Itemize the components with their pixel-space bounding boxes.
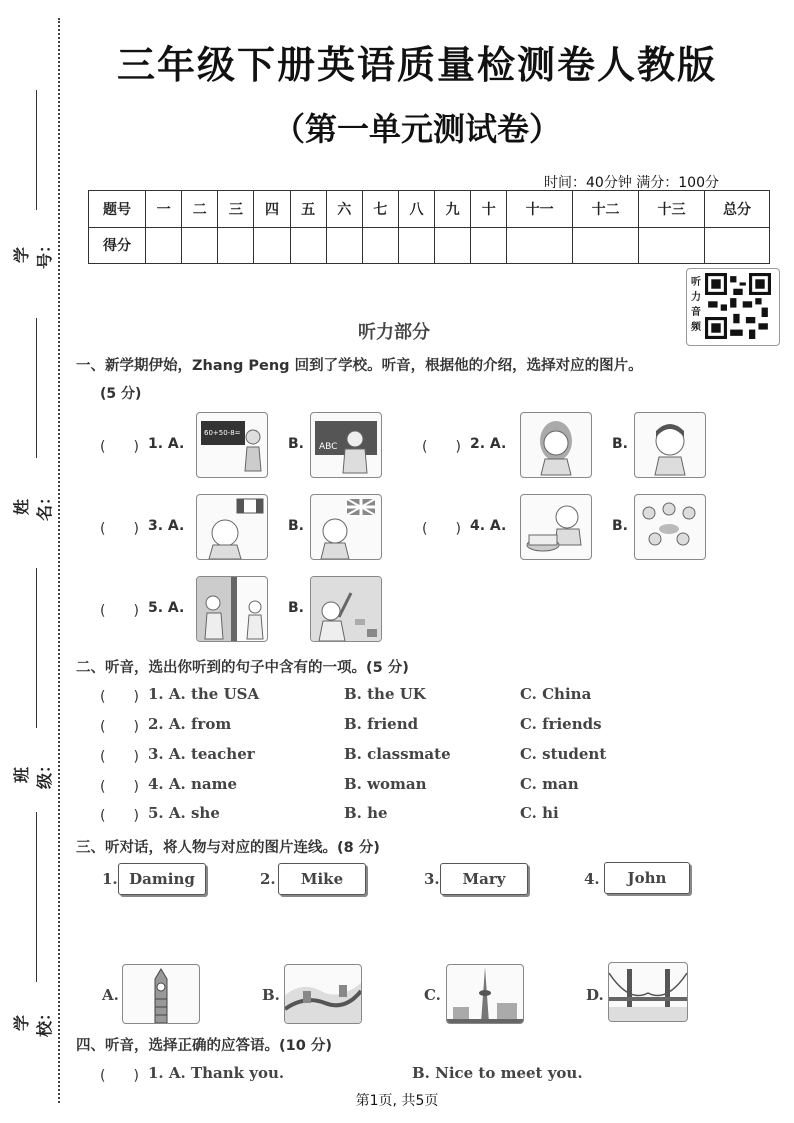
answer-blank[interactable]: ( ) (100, 749, 139, 765)
option-a: 5. A. she (148, 804, 220, 822)
score-cell[interactable] (362, 227, 398, 264)
answer-blank[interactable]: ( ) (100, 808, 139, 824)
picture-boy[interactable] (634, 412, 706, 478)
name-label: 姓名： (12, 488, 54, 521)
table-cell: 题号 (89, 191, 146, 228)
table-cell: 十一 (507, 191, 573, 228)
option-b-label: B. (612, 436, 628, 452)
qr-label: 听力音频 (691, 277, 701, 333)
teacher-blackboard-icon (197, 413, 267, 477)
answer-blank[interactable]: ( ) (422, 439, 461, 455)
school-label: 学校： (12, 1004, 54, 1037)
table-cell: 十三 (639, 191, 705, 228)
qr-code-panel[interactable] (686, 268, 780, 346)
question-number: 4. A. (470, 518, 507, 534)
table-cell: 总分 (705, 191, 770, 228)
table-cell: 得分 (89, 227, 146, 264)
class-line (36, 568, 37, 728)
picture-great-wall[interactable] (284, 964, 362, 1024)
score-cell[interactable] (398, 227, 434, 264)
table-cell: 七 (362, 191, 398, 228)
name-number: 2. (260, 870, 276, 888)
option-b: B. he (344, 804, 388, 822)
table-cell: 四 (254, 191, 290, 228)
svg-text:60+50-8=: 60+50-8= (204, 429, 241, 437)
option-b-label: B. (288, 600, 304, 616)
page-subtitle: （第一单元测试卷） (272, 110, 561, 148)
name-number: 1. (102, 870, 118, 888)
option-b-label: B. (612, 518, 628, 534)
picture-door-greeting[interactable] (196, 576, 268, 642)
option-c: C. China (520, 685, 592, 703)
table-cell: 五 (290, 191, 326, 228)
option-b: B. woman (344, 775, 427, 793)
score-table-score-row (89, 227, 770, 264)
great-wall-icon (285, 965, 361, 1023)
score-cell[interactable] (290, 227, 326, 264)
exam-meta: 时间：40分钟 满分：100分 (544, 175, 719, 191)
door-greeting-icon (197, 577, 267, 641)
answer-blank[interactable]: ( ) (100, 689, 139, 705)
table-cell: 三 (218, 191, 254, 228)
page-footer: 第1页, 共5页 (355, 1093, 439, 1109)
score-cell[interactable] (146, 227, 182, 264)
option-a: 1. A. Thank you. (148, 1064, 285, 1082)
picture-girl-uk[interactable] (310, 494, 382, 560)
name-line (36, 318, 37, 458)
option-b: B. friend (344, 715, 419, 733)
picture-cn-tower[interactable] (446, 964, 524, 1024)
girl-portrait-icon (521, 413, 591, 477)
picture-board-raise-hand[interactable] (310, 576, 382, 642)
option-b: B. the UK (344, 685, 426, 703)
score-cell[interactable] (471, 227, 507, 264)
score-cell[interactable] (705, 227, 770, 264)
option-a: 4. A. name (148, 775, 238, 793)
canada-flag-boy-icon (197, 495, 267, 559)
picture-letter: D. (586, 986, 604, 1004)
golden-gate-bridge-icon (609, 963, 687, 1021)
table-cell: 八 (398, 191, 434, 228)
svg-text:ABC: ABC (319, 442, 338, 452)
uk-flag-girl-icon (311, 495, 381, 559)
answer-blank[interactable]: ( ) (100, 1068, 139, 1084)
picture-letter: A. (102, 986, 119, 1004)
table-cell: 九 (435, 191, 471, 228)
score-cell[interactable] (507, 227, 573, 264)
page-title: 三年级下册英语质量检测卷人教版 (116, 43, 717, 87)
option-b: B. classmate (344, 745, 451, 763)
part1-heading: 一、新学期伊始，Zhang Peng 回到了学校。听音，根据他的介绍，选择对应的图片。 (76, 358, 643, 374)
score-cell[interactable] (326, 227, 362, 264)
qr-code-icon (705, 273, 771, 339)
answer-blank[interactable]: ( ) (100, 521, 139, 537)
picture-golden-gate[interactable] (608, 962, 688, 1022)
score-cell[interactable] (435, 227, 471, 264)
picture-big-ben[interactable] (122, 964, 200, 1024)
option-a: 1. A. the USA (148, 685, 260, 703)
option-a: 3. A. teacher (148, 745, 255, 763)
table-cell: 十二 (573, 191, 639, 228)
picture-letter: B. (262, 986, 280, 1004)
class-label: 班级： (12, 756, 54, 789)
part4-heading: 四、听音，选择正确的应答语。(10 分) (76, 1038, 332, 1054)
table-cell: 六 (326, 191, 362, 228)
score-cell[interactable] (573, 227, 639, 264)
score-cell[interactable] (182, 227, 218, 264)
name-number: 3. (424, 870, 440, 888)
option-b-label: B. (288, 436, 304, 452)
picture-boy-canada[interactable] (196, 494, 268, 560)
part3-heading: 三、听对话，将人物与对应的图片连线。(8 分) (76, 840, 380, 856)
score-table-header-row (89, 191, 770, 228)
score-cell[interactable] (639, 227, 705, 264)
big-ben-icon (123, 965, 199, 1023)
birthday-cake-icon (521, 495, 591, 559)
option-c: C. friends (520, 715, 602, 733)
question-number: 1. A. (148, 436, 185, 452)
name-number: 4. (584, 870, 600, 888)
option-c: C. man (520, 775, 579, 793)
name-box-mike[interactable]: Mike (278, 863, 366, 895)
option-a: 2. A. from (148, 715, 232, 733)
boy-portrait-icon (635, 413, 705, 477)
picture-letter: C. (424, 986, 441, 1004)
listening-section-title: 听力部分 (358, 322, 430, 343)
picture-girl-cake[interactable] (520, 494, 592, 560)
score-cell[interactable] (218, 227, 254, 264)
student-id-label: 学号： (12, 236, 54, 269)
binding-line (58, 18, 60, 1103)
question-number: 3. A. (148, 518, 185, 534)
name-box-mary[interactable]: Mary (440, 863, 528, 895)
answer-blank[interactable]: ( ) (100, 603, 139, 619)
picture-group-children[interactable] (634, 494, 706, 560)
teacher-abc-icon (311, 413, 381, 477)
part1-points: (5 分) (100, 386, 142, 402)
picture-teacher-math[interactable] (196, 412, 268, 478)
table-cell: 二 (182, 191, 218, 228)
part2-heading: 二、听音，选出你听到的句子中含有的一项。(5 分) (76, 660, 409, 676)
children-group-icon (635, 495, 705, 559)
option-b-label: B. (288, 518, 304, 534)
question-number: 5. A. (148, 600, 185, 616)
school-line (36, 812, 37, 982)
table-cell: 一 (146, 191, 182, 228)
option-c: C. student (520, 745, 607, 763)
table-cell: 十 (471, 191, 507, 228)
picture-girl[interactable] (520, 412, 592, 478)
classroom-board-icon (311, 577, 381, 641)
picture-teacher-abc[interactable] (310, 412, 382, 478)
answer-blank[interactable]: ( ) (100, 719, 139, 735)
score-table (88, 190, 770, 264)
name-box-john[interactable]: John (604, 862, 690, 894)
question-number: 2. A. (470, 436, 507, 452)
name-box-daming[interactable]: Daming (118, 863, 206, 895)
option-b: B. Nice to meet you. (412, 1064, 583, 1082)
answer-blank[interactable]: ( ) (100, 779, 139, 795)
score-cell[interactable] (254, 227, 290, 264)
answer-blank[interactable]: ( ) (100, 439, 139, 455)
option-c: C. hi (520, 804, 559, 822)
cn-tower-icon (447, 965, 523, 1023)
answer-blank[interactable]: ( ) (422, 521, 461, 537)
